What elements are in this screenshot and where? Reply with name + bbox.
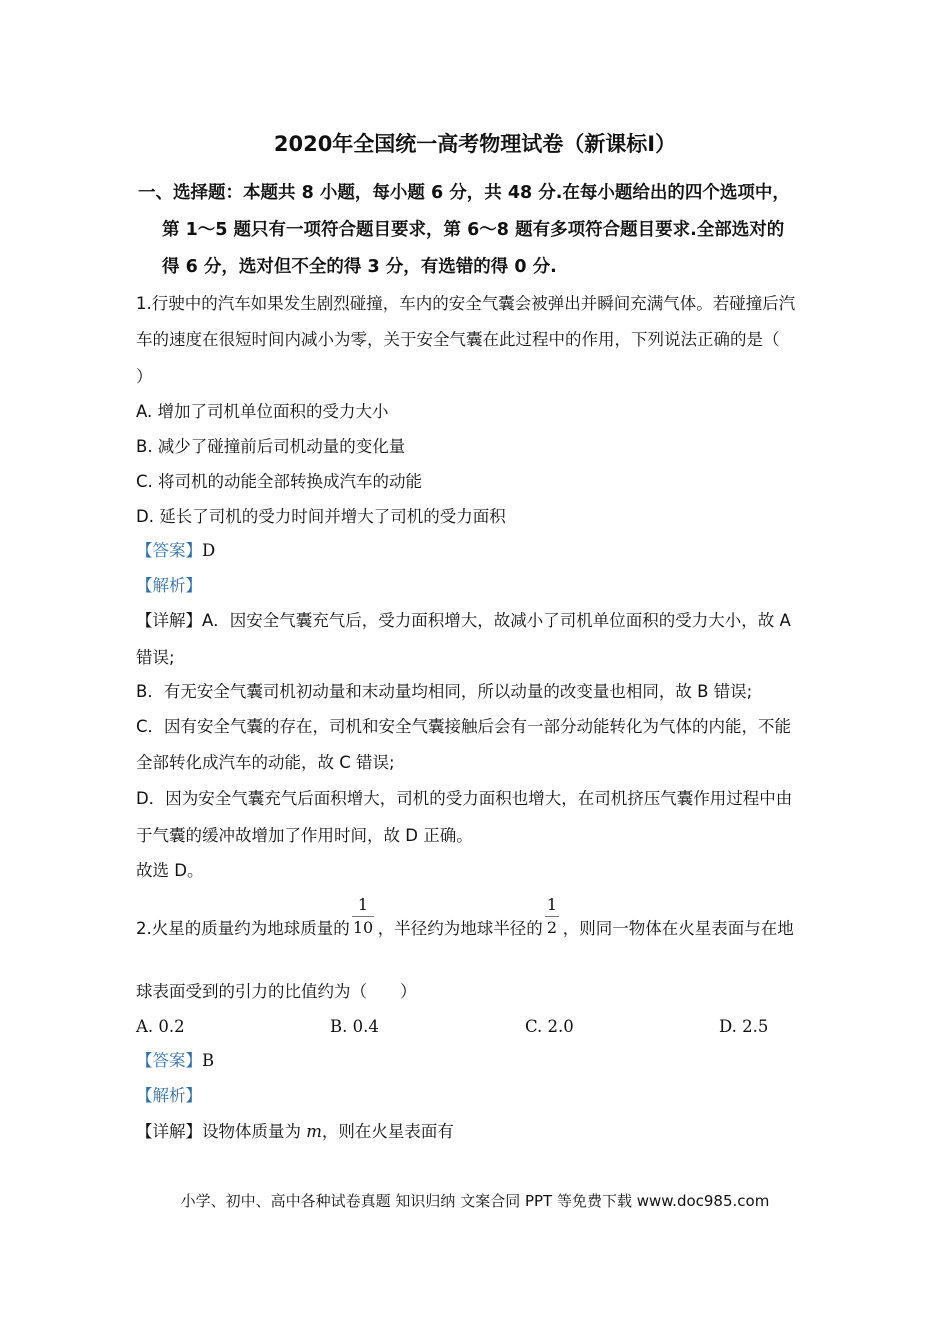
q2-stem-part-2: ，半径约为地球半径的 [377,919,543,938]
q1-answer [136,540,215,562]
q2-option-d: D. 2.5 [719,1017,769,1036]
section-heading-line-3: 得 6 分，选对但不全的得 3 分，有选错的得 0 分. [162,257,557,277]
q2-stem-part-3: ，则同一物体在火星表面与在地 [562,919,794,938]
fraction-numerator: 1 [546,895,558,914]
q2-stem-line-1 [136,918,794,940]
fraction-denominator: 2 [546,918,558,937]
q1-detail-d-line-1: D．因为安全气囊充气后面积增大，司机的受力面积也增大，在司机挤压气囊作用过程中由 [136,789,793,808]
q1-detail-a-text: A．因安全气囊充气后，受力面积增大，故减小了司机单位面积的受力大小，故 A [202,611,791,630]
q2-detail-text: 设物体质量为 [202,1122,307,1141]
q1-stem-line-2: 车的速度在很短时间内减小为零，关于安全气囊在此过程中的作用，下列说法正确的是（ [136,330,780,349]
q2-answer-value: B [202,1051,215,1070]
q2-stem-part-1: 2.火星的质量约为地球质量的 [136,919,350,938]
document-title: 2020年全国统一高考物理试卷（新课标I） [273,132,677,156]
q1-detail-b: B．有无安全气囊司机初动量和末动量均相同，所以动量的改变量也相同，故 B 错误; [136,682,753,701]
q1-conclusion: 故选 D。 [136,861,204,880]
section-heading-line-1: 一、选择题：本题共 8 小题，每小题 6 分，共 48 分.在每小题给出的四个选项中， [138,183,790,203]
q1-option-a: A. 增加了司机单位面积的受力大小 [136,402,389,421]
q1-detail-c-line-2: 全部转化成汽车的动能，故 C 错误; [136,753,395,772]
q2-option-c: C. 2.0 [525,1017,574,1036]
fraction-bar [352,916,374,917]
q1-answer-value: D [202,541,216,560]
q1-detail-d-line-2: 于气囊的缓冲故增加了作用时间，故 D 正确。 [136,826,473,845]
q1-analysis-label: 【解析】 [136,576,202,595]
q1-detail-a-line-2: 错误; [136,648,175,667]
q1-detail-a-line-1 [136,610,791,632]
q2-detail-variable: m [306,1122,322,1141]
q2-detail-label: 【详解】 [136,1122,202,1141]
q1-option-c: C. 将司机的动能全部转换成汽车的动能 [136,472,423,491]
q2-answer [136,1050,214,1072]
q1-answer-label: 【答案】 [136,541,202,560]
fraction-one-half [545,895,559,938]
q1-detail-label: 【详解】 [136,611,202,630]
q2-option-a: A. 0.2 [136,1017,185,1036]
q2-detail [136,1121,454,1143]
q1-option-d: D. 延长了司机的受力时间并增大了司机的受力面积 [136,507,506,526]
section-heading-line-2: 第 1～5 题只有一项符合题目要求，第 6～8 题有多项符合题目要求.全部选对的 [162,220,785,240]
fraction-denominator: 10 [352,918,374,937]
fraction-one-tenth [352,895,374,938]
q2-option-b: B. 0.4 [330,1017,379,1036]
q1-stem-line-1: 1.行驶中的汽车如果发生剧烈碰撞，车内的安全气囊会被弹出并瞬间充满气体。若碰撞后汽 [136,294,796,313]
q1-option-b: B. 减少了碰撞前后司机动量的变化量 [136,437,406,456]
fraction-numerator: 1 [357,895,369,914]
q2-analysis-label: 【解析】 [136,1086,202,1105]
q1-stem-line-3: ） [136,367,153,386]
q2-detail-text-2: ，则在火星表面有 [321,1122,454,1141]
fraction-bar [545,916,559,917]
page-footer: 小学、初中、高中各种试卷真题 知识归纳 文案合同 PPT 等免费下载 www.doc985.com [180,1192,770,1210]
q1-detail-c-line-1: C．因有安全气囊的存在，司机和安全气囊接触后会有一部分动能转化为气体的内能，不能 [136,717,792,736]
q2-answer-label: 【答案】 [136,1051,202,1070]
q2-stem-line-2: 球表面受到的引力的比值约为（ ） [136,982,417,1001]
